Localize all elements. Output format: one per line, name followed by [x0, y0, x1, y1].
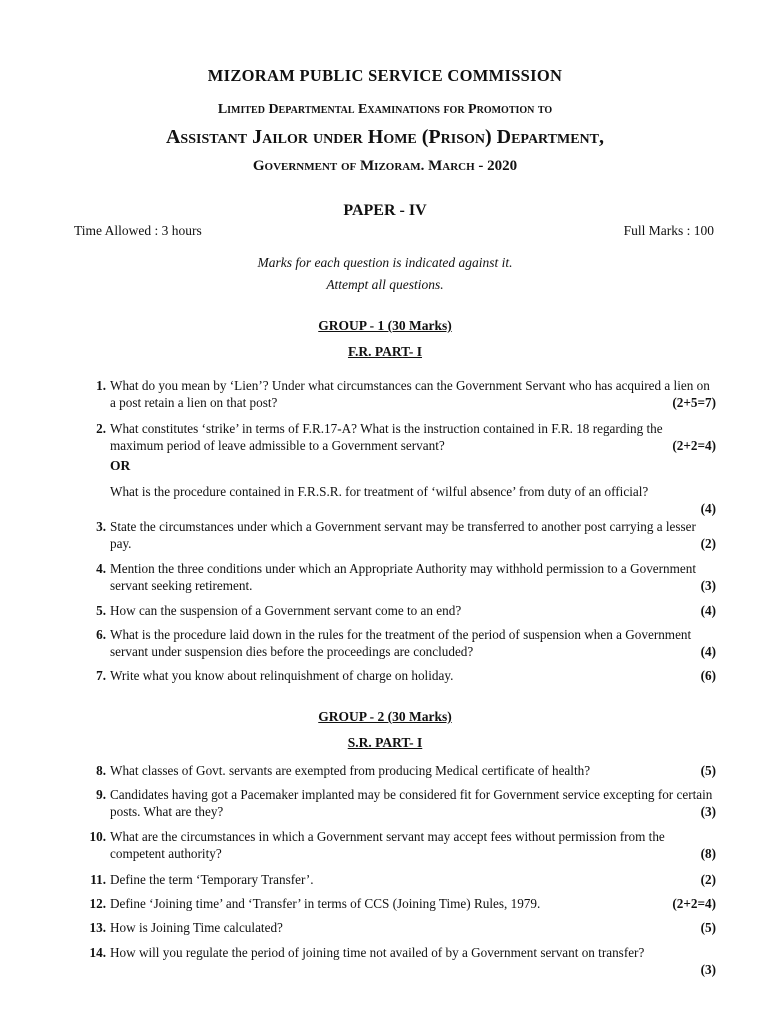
question-text: Define ‘Joining time’ and ‘Transfer’ in terms of CCS (Joining Time) Rules, 1979. [110, 896, 541, 911]
question-number: 8. [96, 763, 106, 778]
question-text: Candidates having got a Pacemaker implanted may be considered fit for Government service excepting for certain posts. What are they? [110, 787, 713, 819]
group2-title: GROUP - 2 (30 Marks) [318, 709, 452, 724]
question-4 [80, 560, 716, 594]
question-6 [80, 626, 716, 660]
question-marks: (8) [700, 846, 716, 861]
question-2 [80, 420, 716, 454]
question-marks: (2+2=4) [672, 896, 716, 911]
question-number: 5. [96, 603, 106, 618]
post-title: Assistant Jailor under Home (Prison) Department, [165, 126, 605, 148]
time-allowed: Time Allowed : 3 hours [74, 223, 202, 238]
question-number: 11. [90, 872, 106, 887]
group1-part: F.R. PART- I [347, 344, 423, 359]
question-text: Write what you know about relinquishment of charge on holiday. [110, 668, 454, 683]
commission-title: MIZORAM PUBLIC SERVICE COMMISSION [207, 66, 563, 85]
question-14 [80, 944, 716, 978]
question-text: What constitutes ‘strike’ in terms of F.R.17-A? What is the instruction contained in F.R. 18 regarding the maximum period of leave admissible to a Government servant? [110, 421, 663, 453]
question-11 [80, 871, 716, 888]
question-text: State the circumstances under which a Government servant may be transferred to another post carrying a lesser pay. [110, 519, 696, 551]
question-10 [80, 828, 716, 862]
question-number: 4. [96, 561, 106, 576]
question-number: 14. [89, 945, 106, 960]
question-7 [80, 667, 716, 684]
question-number: 9. [96, 787, 106, 802]
question-9 [80, 786, 716, 820]
question-text: What classes of Govt. servants are exempted from producing Medical certificate of health? [110, 763, 591, 778]
instruction-attempt: Attempt all questions. [326, 277, 444, 292]
government-date: Government of Mizoram. March - 2020 [252, 158, 518, 174]
question-marks: (5) [700, 763, 716, 778]
question-number: 3. [96, 519, 106, 534]
question-marks: (6) [700, 668, 716, 683]
question-marks: (4) [700, 603, 716, 618]
question-text: What is the procedure laid down in the rules for the treatment of the period of suspension when a Government servant under suspension dies before the proceedings are concluded? [110, 627, 692, 659]
question-marks: (4) [700, 644, 716, 659]
question-12 [80, 895, 716, 912]
question-3 [80, 518, 716, 552]
question-text: How is Joining Time calculated? [110, 920, 283, 935]
question-number: 2. [96, 421, 106, 436]
question-text: What do you mean by ‘Lien’? Under what circumstances can the Government Servant who has acquired a lien on a post retain a lien on that post? [110, 378, 710, 410]
question-marks: (3) [700, 962, 716, 977]
question-5 [80, 602, 716, 619]
group2-part: S.R. PART- I [347, 735, 423, 750]
question-number: 13. [89, 920, 106, 935]
question-1 [80, 377, 716, 411]
question-number: 10. [89, 829, 106, 844]
full-marks: Full Marks : 100 [623, 223, 714, 238]
question-marks: (2+5=7) [672, 395, 716, 410]
question-marks: (3) [700, 804, 716, 819]
group1-title: GROUP - 1 (30 Marks) [318, 318, 452, 333]
question-text: What is the procedure contained in F.R.S.R. for treatment of ‘wilful absence’ from duty of an official? [110, 484, 649, 499]
question-marks: (4) [700, 501, 716, 516]
paper-number: PAPER - IV [343, 202, 427, 219]
question-text: How can the suspension of a Government servant come to an end? [110, 603, 462, 618]
question-text: Mention the three conditions under which an Appropriate Authority may withhold permission to a Government servant seeking retirement. [110, 561, 696, 593]
instruction-marks: Marks for each question is indicated against it. [257, 255, 513, 270]
question-text: Define the term ‘Temporary Transfer’. [110, 872, 314, 887]
question-8 [80, 762, 716, 779]
exam-subtitle: Limited Departmental Examinations for Promotion to [217, 102, 553, 117]
or-label: OR [110, 458, 131, 473]
question-marks: (2) [700, 872, 716, 887]
question-text: What are the circumstances in which a Government servant may accept fees without permission from the competent authority? [110, 829, 665, 861]
question-number: 7. [96, 668, 106, 683]
question-marks: (3) [700, 578, 716, 593]
question-number: 1. [96, 378, 106, 393]
question-number: 6. [96, 627, 106, 642]
question-marks: (2) [700, 536, 716, 551]
question-2-alternative [80, 483, 716, 517]
question-number: 12. [89, 896, 106, 911]
question-marks: (2+2=4) [672, 438, 716, 453]
question-marks: (5) [700, 920, 716, 935]
question-text: How will you regulate the period of joining time not availed of by a Government servant on transfer? [110, 945, 645, 960]
question-13 [80, 919, 716, 936]
